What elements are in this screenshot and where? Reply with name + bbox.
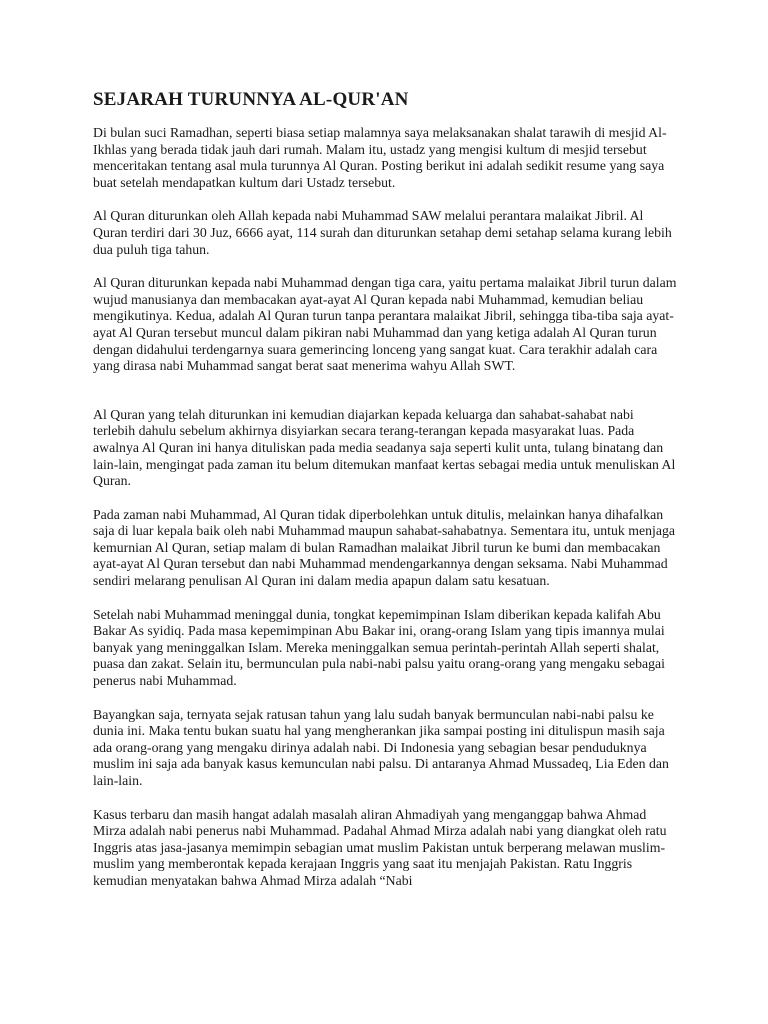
paragraph-abu-bakar: Setelah nabi Muhammad meninggal dunia, tongkat kepemimpinan Islam diberikan kepada kalifah Abu Bakar As syidiq. Pada masa kepemimpinan Abu Bakar ini, orang-orang Islam yang tipis imannya mulai banyak yang meninggalkan Islam. Mereka meninggalkan semua perintah-perintah Allah seperti shalat, puasa dan zakat. Selain itu, bermunculan pula nabi-nabi palsu yaitu orang-orang yang mengaku sebagai penerus nabi Muhammad.	[93, 606, 665, 689]
paragraph-revelation: Al Quran diturunkan oleh Allah kepada nabi Muhammad SAW melalui perantara malaikat Jibril. Al Quran terdiri dari 30 Juz, 6666 ayat, 114 surah dan diturunkan setahap demi setahap selama kurang lebih dua puluh tiga tahun.	[93, 208, 672, 257]
paragraph-intro: Di bulan suci Ramadhan, seperti biasa setiap malamnya saya melaksanakan shalat tarawih di mesjid Al-Ikhlas yang berada tidak jauh dari rumah. Malam itu, ustadz yang mengisi kultum di mesjid tersebut menceritakan tentang asal mula turunnya Al Quran. Posting berikut ini adalah sedikit resume yang saya buat setelah mendapatkan kultum dari Ustadz tersebut.	[93, 125, 667, 190]
document-title: SEJARAH TURUNNYA AL-QUR'AN	[93, 89, 409, 110]
paragraph-false-prophets: Bayangkan saja, ternyata sejak ratusan tahun yang lalu sudah banyak bermunculan nabi-nabi palsu ke dunia ini. Maka tentu bukan suatu hal yang mengherankan jika sampai posting ini ditulispun masih saja ada orang-orang yang mengaku dirinya adalah nabi. Di Indonesia yang sebagian besar penduduknya muslim ini saja ada banyak kasus kemunculan nabi palsu. Di antaranya Ahmad Mussadeq, Lia Eden dan lain-lain.	[93, 706, 669, 788]
paragraph-memorization: Pada zaman nabi Muhammad, Al Quran tidak diperbolehkan untuk ditulis, melainkan hanya dihafalkan saja di luar kepala baik oleh nabi Muhammad maupun sahabat-sahabatnya. Sementara itu, untuk menjaga kemurnian Al Quran, setiap malam di bulan Ramadhan malaikat Jibril turun ke bumi dan membacakan ayat-ayat Al Quran tersebut dan nabi Muhammad mendengarkannya dengan seksama. Nabi Muhammad sendiri melarang penulisan Al Quran ini dalam media apapun dalam satu kesatuan.	[93, 506, 675, 589]
paragraph-teaching: Al Quran yang telah diturunkan ini kemudian diajarkan kepada keluarga dan sahabat-sahabat nabi terlebih dahulu sebelum akhirnya disyiarkan secara terang-terangan kepada masyarakat luas. Pada awalnya Al Quran ini hanya dituliskan pada media seadanya saja seperti kulit unta, tulang binatang dan lain-lain, mengingat pada zaman itu belum ditemukan manfaat kertas sebagai media untuk menuliskan Al Quran.	[93, 406, 676, 489]
paragraph-three-ways: Al Quran diturunkan kepada nabi Muhammad dengan tiga cara, yaitu pertama malaikat Jibril turun dalam wujud manusianya dan membacakan ayat-ayat Al Quran kepada nabi Muhammad, kemudian beliau mengikutinya. Kedua, adalah Al Quran turun tanpa perantara malaikat Jibril, sehingga tiba-tiba saja ayat-ayat Al Quran tersebut muncul dalam pikiran nabi Muhammad dan yang ketiga adalah Al Quran turun dengan didahului terdengarnya suara gemerincing lonceng yang sangat kuat. Cara terakhir adalah cara yang dirasa nabi Muhammad sangat berat saat menerima wahyu Allah SWT.	[93, 275, 677, 374]
paragraph-ahmadiyah: Kasus terbaru dan masih hangat adalah masalah aliran Ahmadiyah yang menganggap bahwa Ahmad Mirza adalah nabi penerus nabi Muhammad. Padahal Ahmad Mirza adalah nabi yang diangkat oleh ratu Inggris atas jasa-jasanya memimpin sebagian umat muslim Pakistan untuk berperang melawan muslim-muslim yang memberontak kepada kerajaan Inggris yang saat itu menjajah Pakistan. Ratu Inggris kemudian menyatakan bahwa Ahmad Mirza adalah “Nabi	[93, 806, 667, 888]
document-page	[93, 88, 678, 907]
